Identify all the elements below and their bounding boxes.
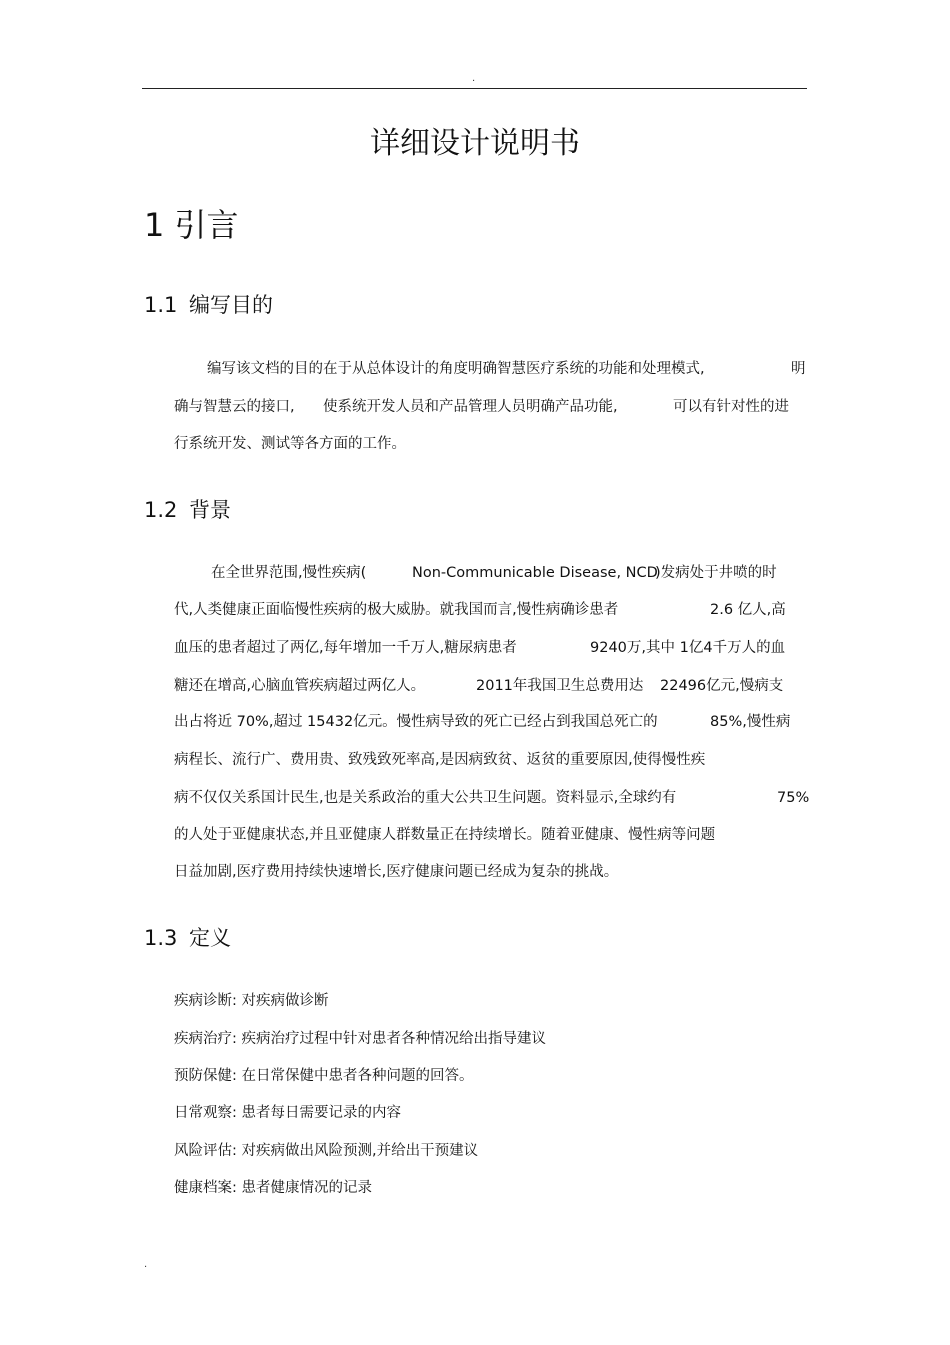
- definition-desc: 对疾病做诊断: [241, 993, 329, 1009]
- definition-desc: 患者每日需要记录的内容: [241, 1105, 401, 1121]
- section-number: 1.2: [144, 498, 178, 522]
- definition-desc: 疾病治疗过程中针对患者各种情况给出指导建议: [241, 1031, 546, 1047]
- text-line: 的人处于亚健康状态,并且亚健康人群数量正在持续增长。随着亚健康、慢性病等问题: [174, 827, 716, 843]
- definition-term: 健康档案:: [174, 1180, 237, 1196]
- definition-term: 日常观察:: [174, 1105, 237, 1121]
- section-heading-1-1: [144, 290, 273, 320]
- text-line: 确与智慧云的接口,: [174, 399, 295, 415]
- text-line: 9240万,其中 1亿4千万人的血: [590, 640, 786, 656]
- definition-desc: 患者健康情况的记录: [241, 1180, 372, 1196]
- text-line: Non-Communicable Disease, NCD: [412, 565, 658, 581]
- section-title: 背景: [189, 498, 231, 522]
- definition-item: [174, 1103, 401, 1123]
- text-line: 明: [791, 361, 806, 377]
- definition-term: 疾病治疗:: [174, 1031, 237, 1047]
- section-title: 定义: [189, 926, 231, 950]
- text-line: 糖还在增高,心脑血管疾病超过两亿人。: [174, 678, 426, 694]
- definition-item: [174, 991, 329, 1011]
- definition-item: [174, 1029, 546, 1049]
- definition-item: [174, 1178, 372, 1198]
- section-number: 1.3: [144, 926, 178, 950]
- text-line: 日益加剧,医疗费用持续快速增长,医疗健康问题已经成为复杂的挑战。: [174, 864, 619, 880]
- text-line: 病不仅仅关系国计民生,也是关系政治的重大公共卫生问题。资料显示,全球约有: [174, 790, 677, 806]
- text-line: 行系统开发、测试等各方面的工作。: [174, 436, 406, 452]
- document-title: 详细设计说明书: [370, 126, 580, 161]
- text-line: 可以有针对性的进: [673, 399, 789, 415]
- text-line: 75%: [777, 790, 810, 806]
- section-number: 1.1: [144, 293, 178, 317]
- definition-item: [174, 1066, 474, 1086]
- section-title: 编写目的: [189, 293, 273, 317]
- text-line: 22496亿元,慢病支: [660, 678, 784, 694]
- text-line: 血压的患者超过了两亿,每年增加一千万人,糖尿病患者: [174, 640, 517, 656]
- text-line: 2011年我国卫生总费用达: [476, 678, 644, 694]
- definition-term: 预防保健:: [174, 1068, 237, 1084]
- definition-term: 疾病诊断:: [174, 993, 237, 1009]
- section-heading-1-3: [144, 923, 231, 953]
- chapter-heading: 1 引言: [144, 206, 239, 244]
- text-line: 编写该文档的目的在于从总体设计的角度明确智慧医疗系统的功能和处理模式,: [207, 361, 705, 377]
- text-line: 在全世界范围,慢性疾病(: [211, 565, 367, 581]
- section-heading-1-2: [144, 495, 231, 525]
- definition-desc: 在日常保健中患者各种问题的回答。: [241, 1068, 474, 1084]
- text-line: )发病处于井喷的时: [655, 565, 777, 581]
- text-line: 使系统开发人员和产品管理人员明确产品功能,: [323, 399, 618, 415]
- header-mark: .: [472, 73, 476, 84]
- footer-mark: .: [144, 1259, 148, 1270]
- definition-desc: 对疾病做出风险预测,并给出干预建议: [241, 1143, 479, 1159]
- definition-term: 风险评估:: [174, 1143, 237, 1159]
- text-line: 85%,慢性病: [710, 714, 791, 730]
- header-rule: [142, 88, 807, 89]
- text-line: 病程长、流行广、费用贵、致残致死率高,是因病致贫、返贫的重要原因,使得慢性疾: [174, 752, 706, 768]
- text-line: 代,人类健康正面临慢性疾病的极大威胁。就我国而言,慢性病确诊患者: [174, 602, 619, 618]
- definition-item: [174, 1141, 478, 1161]
- text-line: 2.6 亿人,高: [710, 602, 786, 618]
- text-line: 出占将近 70%,超过 15432亿元。慢性病导致的死亡已经占到我国总死亡的: [174, 714, 658, 730]
